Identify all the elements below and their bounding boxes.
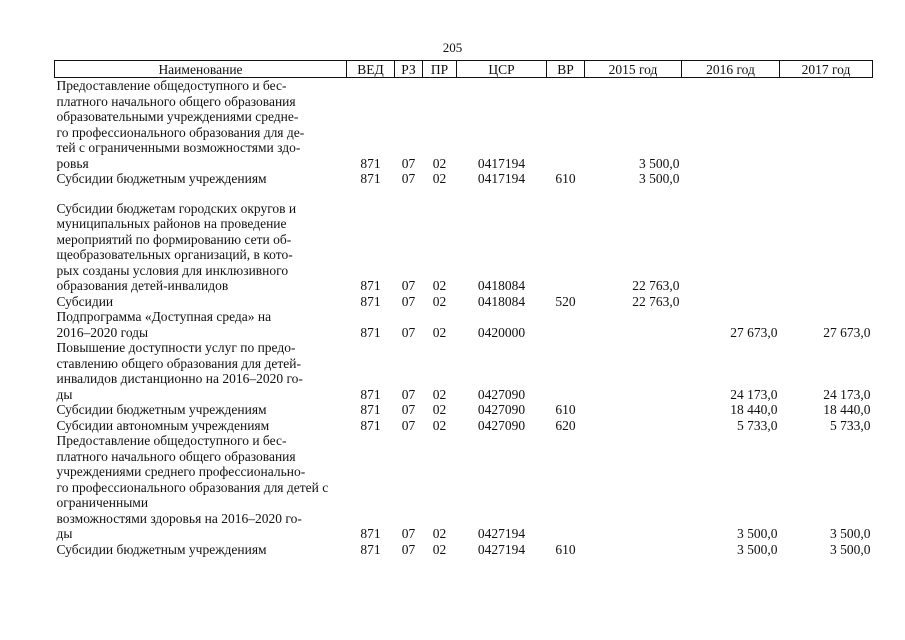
cell-vr: 610 bbox=[555, 402, 576, 417]
cell-name: Субсидии bbox=[56, 293, 114, 309]
cell-csr: 0420000 bbox=[477, 324, 526, 340]
header-2016: 2016 год bbox=[682, 61, 780, 78]
cell-y2016 bbox=[682, 78, 780, 172]
cell-y2016: 24 173,0 bbox=[730, 386, 778, 402]
page-number: 205 bbox=[442, 40, 463, 55]
cell-pr: 02 bbox=[432, 278, 447, 293]
cell-rz: 07 bbox=[401, 386, 416, 402]
table-row bbox=[55, 418, 873, 434]
cell-ved: 871 bbox=[360, 402, 381, 417]
table-row bbox=[55, 402, 873, 418]
cell-ved: 871 bbox=[360, 417, 381, 433]
cell-pr: 02 bbox=[432, 324, 447, 340]
cell-ved: 871 bbox=[360, 324, 381, 340]
budget-table bbox=[54, 60, 873, 557]
cell-ved: 871 bbox=[360, 293, 381, 309]
cell-csr: 0418084 bbox=[477, 278, 526, 293]
cell-ved: 871 bbox=[360, 171, 381, 186]
cell-rz: 07 bbox=[401, 293, 416, 309]
header-vr: ВР bbox=[547, 61, 585, 78]
cell-rz: 07 bbox=[401, 417, 416, 433]
cell-y2017 bbox=[780, 171, 873, 187]
cell-vr bbox=[547, 309, 585, 340]
cell-y2016 bbox=[682, 171, 780, 187]
cell-csr: 0418084 bbox=[477, 293, 526, 309]
cell-y2017: 3 500,0 bbox=[830, 526, 871, 541]
cell-ved: 871 bbox=[360, 155, 381, 171]
header-name: Наименование bbox=[55, 61, 347, 78]
cell-csr: 0427090 bbox=[477, 402, 526, 417]
cell-y2016 bbox=[682, 201, 780, 294]
cell-y2015: 3 500,0 bbox=[639, 171, 680, 186]
cell-pr: 02 bbox=[432, 171, 447, 186]
table-row bbox=[55, 201, 873, 294]
cell-y2017: 27 673,0 bbox=[823, 324, 871, 340]
cell-ved: 871 bbox=[360, 526, 381, 541]
spacer-cell bbox=[55, 187, 873, 201]
table-row bbox=[55, 294, 873, 310]
cell-y2017: 5 733,0 bbox=[830, 417, 871, 433]
cell-name: Субсидии бюджетным учреждениям bbox=[56, 402, 267, 417]
table-body bbox=[55, 78, 873, 558]
cell-rz: 07 bbox=[401, 278, 416, 293]
cell-y2015 bbox=[585, 433, 682, 542]
cell-vr: 610 bbox=[555, 171, 576, 186]
table-row bbox=[55, 309, 873, 340]
table-row bbox=[55, 433, 873, 542]
cell-y2017 bbox=[780, 294, 873, 310]
header-2017: 2017 год bbox=[780, 61, 873, 78]
cell-vr bbox=[547, 78, 585, 172]
header-ved: ВЕД bbox=[347, 61, 395, 78]
table-header bbox=[55, 61, 873, 78]
cell-ved: 871 bbox=[360, 278, 381, 293]
cell-pr: 02 bbox=[432, 526, 447, 541]
cell-y2017: 3 500,0 bbox=[830, 541, 871, 557]
cell-y2016: 18 440,0 bbox=[730, 402, 778, 417]
cell-y2015 bbox=[585, 542, 682, 558]
cell-rz: 07 bbox=[401, 171, 416, 186]
cell-y2015 bbox=[585, 309, 682, 340]
header-pr: ПР bbox=[423, 61, 457, 78]
cell-name: Предоставление общедоступного и бес- платного начального общего образования образовательными учреждениями средне- го профессионального образования для де- тей с ограниченными возможностями здо- ровья bbox=[56, 78, 305, 171]
cell-csr: 0417194 bbox=[477, 155, 526, 171]
cell-y2015: 22 763,0 bbox=[632, 278, 680, 293]
cell-vr: 610 bbox=[555, 541, 576, 557]
cell-pr: 02 bbox=[432, 417, 447, 433]
header-csr: ЦСР bbox=[457, 61, 547, 78]
cell-y2015 bbox=[585, 340, 682, 402]
cell-name: Повышение доступности услуг по предо- ставлению общего образования для детей- инвалидов дистанционно на 2016–2020 го- ды bbox=[56, 340, 303, 402]
header-rz: РЗ bbox=[395, 61, 423, 78]
cell-y2017 bbox=[780, 201, 873, 294]
cell-csr: 0427194 bbox=[477, 526, 526, 541]
cell-name: Предоставление общедоступного и бес- платного начального общего образования учреждениями среднего профессионально- го профессионального образования для детей с ограниченными возможностями здоровья на 2016–2020 го- ды bbox=[56, 433, 329, 541]
cell-ved: 871 bbox=[360, 541, 381, 557]
cell-name: Субсидии автономным учреждениям bbox=[56, 417, 270, 433]
header-2015: 2015 год bbox=[585, 61, 682, 78]
cell-y2015 bbox=[585, 402, 682, 418]
cell-y2016 bbox=[682, 294, 780, 310]
row-spacer bbox=[55, 187, 873, 201]
cell-pr: 02 bbox=[432, 155, 447, 171]
cell-y2015 bbox=[585, 418, 682, 434]
cell-vr: 520 bbox=[555, 293, 576, 309]
cell-rz: 07 bbox=[401, 402, 416, 417]
cell-y2015: 22 763,0 bbox=[632, 293, 680, 309]
cell-vr bbox=[547, 433, 585, 542]
cell-rz: 07 bbox=[401, 324, 416, 340]
cell-pr: 02 bbox=[432, 293, 447, 309]
cell-pr: 02 bbox=[432, 541, 447, 557]
cell-csr: 0427194 bbox=[477, 541, 526, 557]
cell-pr: 02 bbox=[432, 386, 447, 402]
cell-csr: 0427090 bbox=[477, 417, 526, 433]
cell-name: Субсидии бюджетам городских округов и муниципальных районов на проведение мероприятий по формированию сети об- щеобразовательных организаций, в кото- рых созданы условия для инклюзивного образования детей-инвалидов bbox=[56, 200, 297, 293]
cell-name: Подпрограмма «Доступная среда» на 2016–2020 годы bbox=[56, 309, 272, 340]
cell-vr bbox=[547, 201, 585, 294]
cell-name: Субсидии бюджетным учреждениям bbox=[56, 541, 267, 557]
cell-y2017: 18 440,0 bbox=[823, 402, 871, 417]
cell-rz: 07 bbox=[401, 541, 416, 557]
cell-rz: 07 bbox=[401, 526, 416, 541]
cell-csr: 0417194 bbox=[477, 171, 526, 186]
table-row bbox=[55, 340, 873, 402]
cell-vr bbox=[547, 340, 585, 402]
cell-y2016: 3 500,0 bbox=[737, 541, 778, 557]
table-row bbox=[55, 542, 873, 558]
table-row bbox=[55, 78, 873, 172]
cell-rz: 07 bbox=[401, 155, 416, 171]
cell-y2017: 24 173,0 bbox=[823, 386, 871, 402]
cell-pr: 02 bbox=[432, 402, 447, 417]
cell-ved: 871 bbox=[360, 386, 381, 402]
cell-vr: 620 bbox=[555, 417, 576, 433]
cell-name: Субсидии бюджетным учреждениям bbox=[56, 171, 267, 186]
cell-y2016: 5 733,0 bbox=[737, 417, 778, 433]
table-row bbox=[55, 171, 873, 187]
cell-csr: 0427090 bbox=[477, 386, 526, 402]
cell-y2016: 3 500,0 bbox=[737, 526, 778, 541]
cell-y2015: 3 500,0 bbox=[639, 155, 680, 171]
cell-y2017 bbox=[780, 78, 873, 172]
cell-y2016: 27 673,0 bbox=[730, 324, 778, 340]
